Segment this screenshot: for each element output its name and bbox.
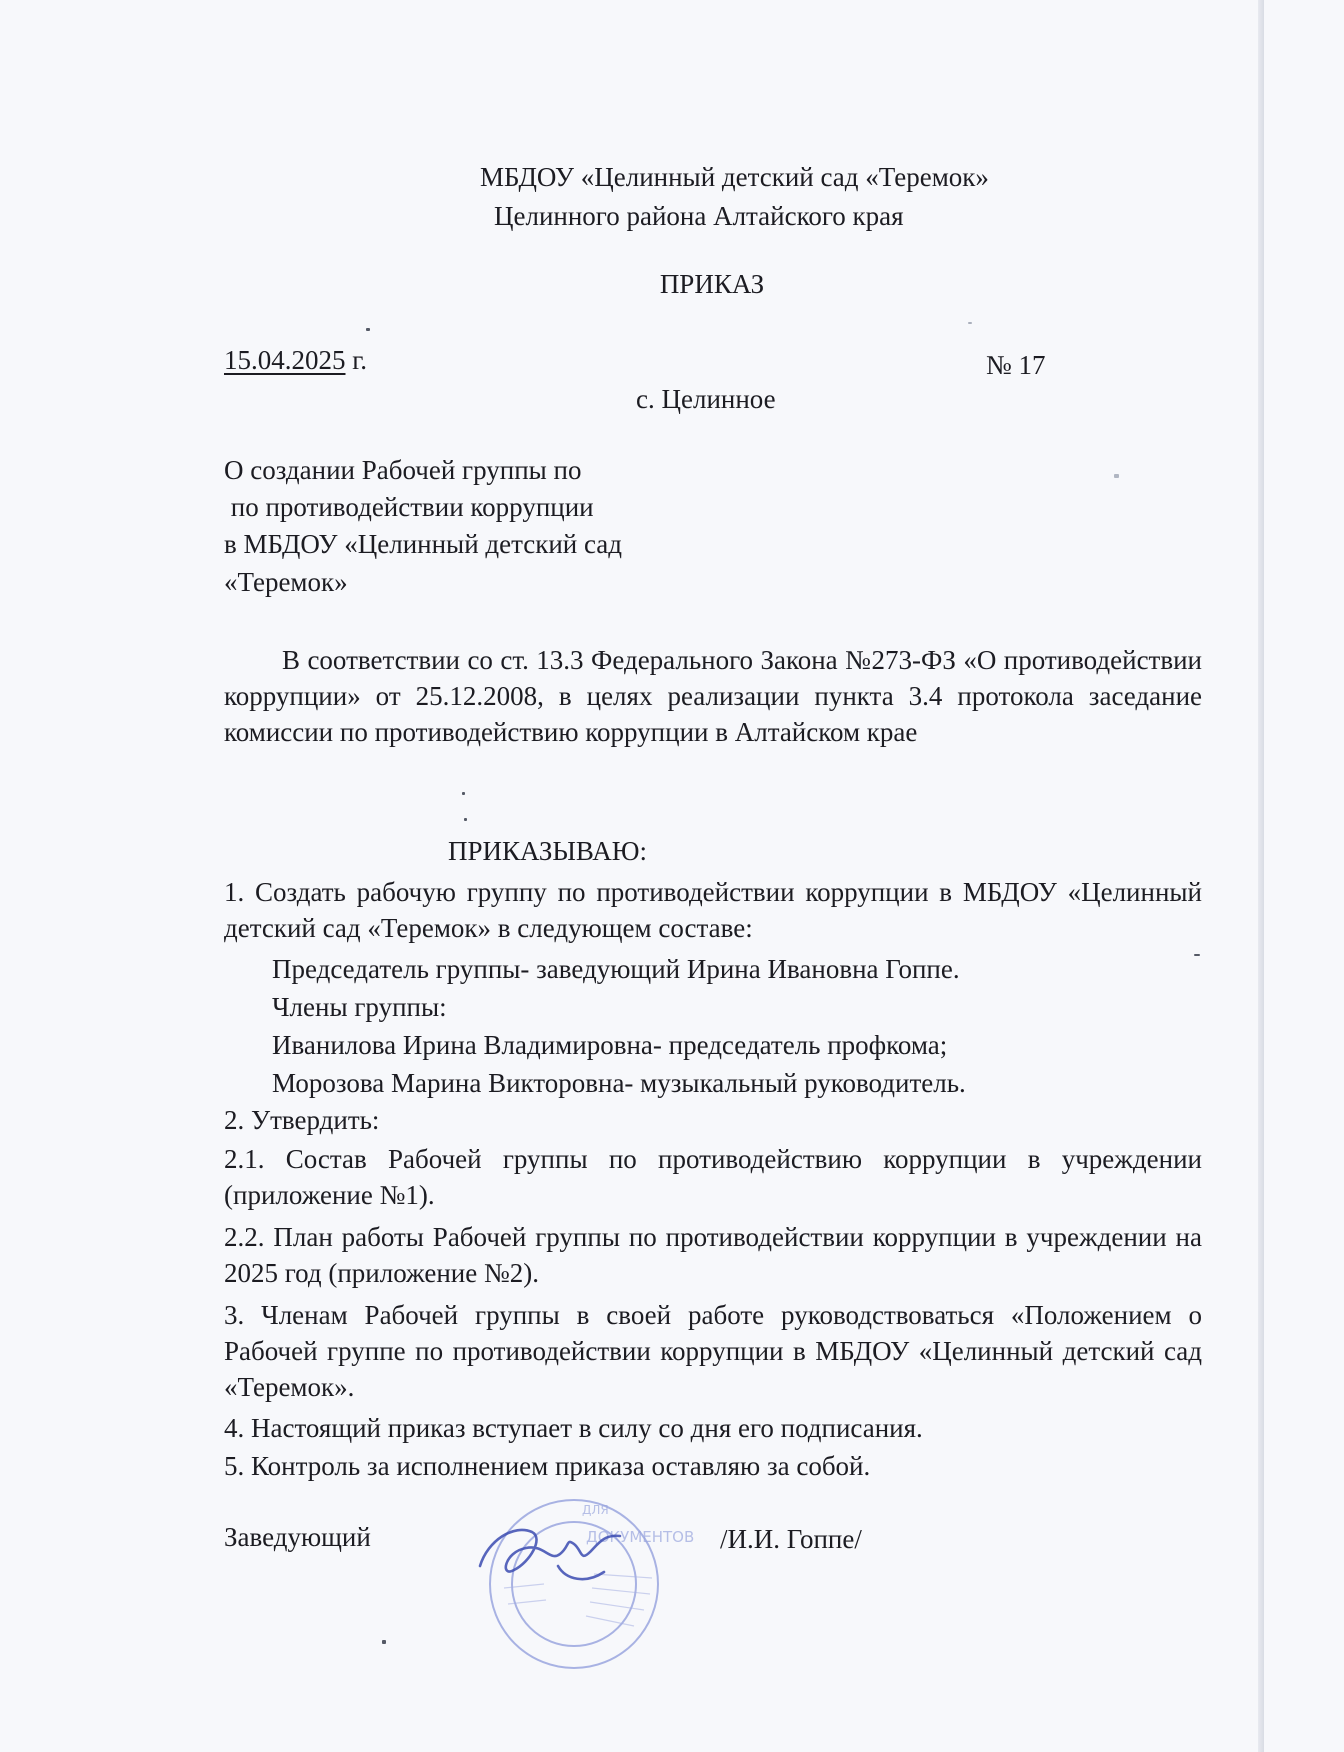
item-4: 4. Настоящий приказ вступает в силу со дня его подписания.: [224, 1413, 923, 1443]
order-date-value: 15.04.2025: [224, 345, 346, 375]
item-3: 3. Членам Рабочей группы в своей работе руководствоваться «Положением о Рабочей группе по противодействии коррупции в МБДОУ «Целинный детский сад «Теремок».: [224, 1300, 1202, 1402]
signatory-name: /И.И. Гоппе/: [720, 1524, 862, 1554]
stamp-text-center: ДОКУМЕНТОВ: [586, 1528, 695, 1546]
order-date-suffix: г.: [345, 345, 368, 375]
signatory-title: Заведующий: [224, 1522, 371, 1552]
org-name-line1: МБДОУ «Целинный детский сад «Теремок»: [480, 162, 989, 192]
group-chair: Председатель группы- заведующий Ирина Ивановна Гоппе.: [272, 954, 960, 984]
subject-line-3: в МБДОУ «Целинный детский сад: [224, 529, 623, 559]
item-2: 2. Утвердить:: [224, 1105, 380, 1135]
order-place: с. Целинное: [636, 384, 776, 414]
order-word: ПРИКАЗЫВАЮ:: [448, 836, 647, 866]
member-1: Иванилова Ирина Владимировна- председатель профкома;: [272, 1030, 948, 1060]
order-number: № 17: [986, 350, 1046, 380]
scan-speck: [968, 322, 972, 324]
scan-speck: [462, 792, 465, 795]
org-name-line2: Целинного района Алтайского края: [494, 201, 904, 231]
subject-line-4: «Теремок»: [224, 567, 348, 597]
subject-line-1: О создании Рабочей группы по: [224, 455, 582, 485]
official-stamp: [474, 1492, 695, 1662]
stamp-text-top: ДЛЯ: [582, 1503, 609, 1517]
members-label: Члены группы:: [272, 992, 447, 1022]
item-2-1: 2.1. Состав Рабочей группы по противодействию коррупции в учреждении (приложение №1).: [224, 1144, 1202, 1210]
scan-speck: [1194, 954, 1200, 956]
item-5: 5. Контроль за исполнением приказа оставляю за собой.: [224, 1451, 871, 1481]
subject-line-2: по противодействии коррупции: [224, 492, 594, 522]
scan-edge: [1258, 0, 1264, 1752]
member-2: Морозова Марина Викторовна- музыкальный руководитель.: [272, 1068, 966, 1098]
scan-speck: [464, 818, 467, 821]
item-1: 1. Создать рабочую группу по противодействии коррупции в МБДОУ «Целинный детский сад «Теремок» в следующем составе:: [224, 877, 1202, 943]
scan-speck: [366, 328, 370, 331]
scan-speck: [1114, 474, 1119, 478]
document-type-title: ПРИКАЗ: [659, 269, 765, 299]
order-date: [224, 343, 367, 377]
preamble-paragraph: В соответствии со ст. 13.3 Федерального Закона №273-ФЗ «О противодействии коррупции» от 25.12.2008, в целях реализации пункта 3.4 протокола заседание комиссии по противодействию коррупции в Алтайском крае: [224, 645, 1202, 747]
item-2-2: 2.2. План работы Рабочей группы по противодействии коррупции в учреждении на 2025 год (приложение №2).: [224, 1222, 1202, 1288]
scan-speck: [382, 1640, 386, 1644]
